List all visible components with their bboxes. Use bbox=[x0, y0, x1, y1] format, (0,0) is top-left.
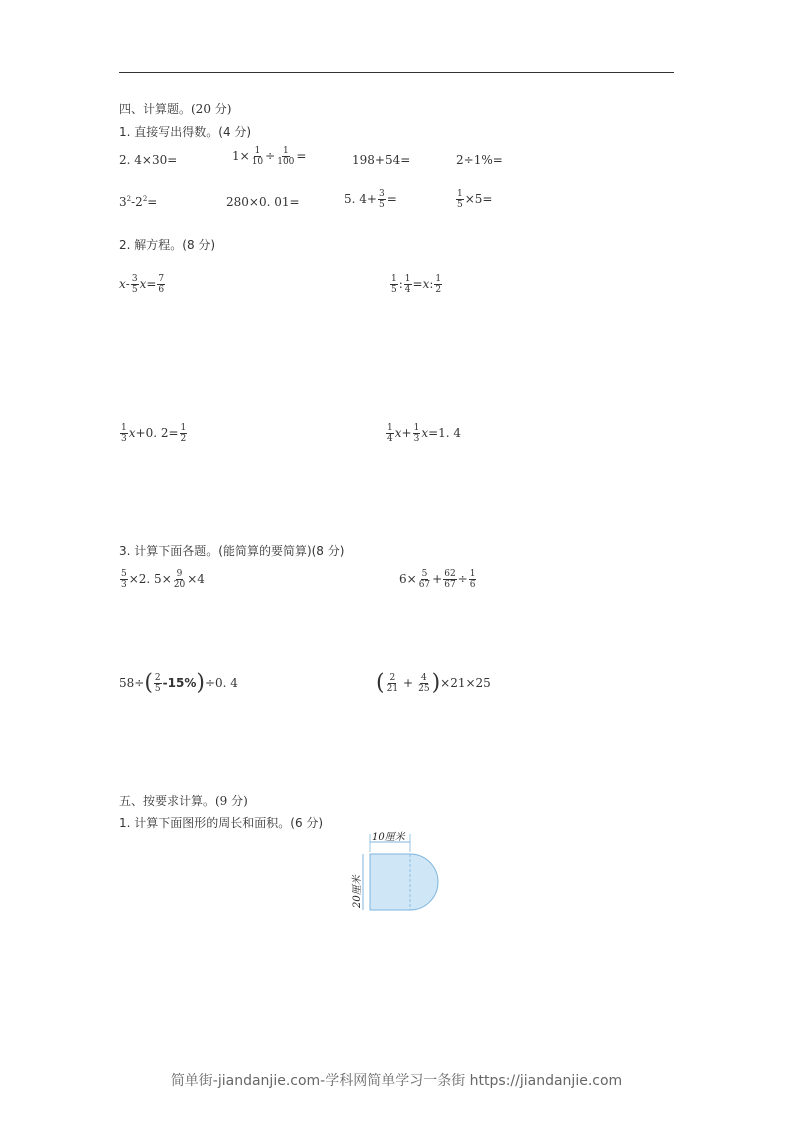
frac-den: 2 bbox=[180, 434, 187, 444]
q1-item-d: 2÷1%= bbox=[456, 153, 503, 167]
q1-item-h bbox=[455, 189, 492, 210]
var-x: x bbox=[139, 277, 147, 291]
var-x: x bbox=[119, 277, 126, 291]
frac-num: 1 bbox=[413, 423, 420, 433]
frac-num: 1 bbox=[254, 146, 261, 156]
q2-title: 2. 解方程。(8 分) bbox=[119, 238, 216, 252]
top-rule bbox=[119, 72, 674, 73]
h-rest: ×5= bbox=[464, 192, 493, 206]
top-label: 10厘米 bbox=[372, 832, 405, 843]
frac-num: 2 bbox=[389, 673, 396, 683]
rest: =1. 4 bbox=[428, 426, 462, 440]
frac-num: 62 bbox=[444, 569, 456, 579]
op: - bbox=[125, 277, 130, 291]
mid: ×2. 5× bbox=[128, 572, 172, 586]
end: ×21×25 bbox=[440, 676, 491, 690]
frac-den: 67 bbox=[418, 580, 431, 590]
section5-title: 五、按要求计算。(9 分) bbox=[119, 794, 248, 808]
q1-item-e bbox=[119, 195, 157, 209]
frac-den: 3 bbox=[413, 434, 420, 444]
q1-item-a: 2. 4×30= bbox=[119, 153, 178, 167]
frac bbox=[157, 274, 165, 295]
op: ÷ bbox=[457, 572, 468, 586]
frac-den: 25 bbox=[418, 684, 430, 694]
var-x: x bbox=[394, 426, 402, 440]
frac-den: 4 bbox=[404, 285, 411, 295]
frac bbox=[434, 274, 442, 295]
frac-num: 2 bbox=[154, 673, 161, 683]
frac bbox=[390, 274, 398, 295]
frac bbox=[180, 423, 188, 444]
frac-num: 1 bbox=[391, 274, 397, 284]
frac-num: 1 bbox=[435, 274, 442, 284]
frac bbox=[386, 673, 399, 694]
frac bbox=[413, 423, 421, 444]
rest: +0. 2= bbox=[135, 426, 179, 440]
frac-num: 3 bbox=[378, 189, 385, 199]
left-paren: ( bbox=[376, 670, 385, 696]
frac-num: 4 bbox=[420, 673, 427, 683]
e-exp1: 2 bbox=[126, 195, 132, 203]
g-eq: = bbox=[386, 192, 397, 206]
frac bbox=[120, 423, 128, 444]
e-eq: = bbox=[147, 195, 158, 209]
start: 58÷ bbox=[119, 676, 145, 690]
frac-den: 3 bbox=[121, 434, 127, 444]
e-exp2: 2 bbox=[142, 195, 148, 203]
frac-num: 5 bbox=[121, 569, 127, 579]
frac-num: 1 bbox=[457, 189, 463, 199]
shape-svg bbox=[350, 830, 450, 915]
frac-den: 5 bbox=[131, 285, 138, 295]
e-base: 3 bbox=[119, 195, 127, 209]
side-label: 20厘米 bbox=[352, 875, 363, 908]
left-paren: ( bbox=[144, 670, 153, 696]
frac bbox=[386, 423, 394, 444]
frac-num: 1 bbox=[282, 146, 289, 156]
var-x: x bbox=[422, 277, 430, 291]
op: + bbox=[403, 676, 414, 690]
q2-eq4 bbox=[385, 423, 461, 444]
frac-den: 67 bbox=[444, 580, 456, 590]
frac bbox=[173, 569, 186, 590]
q1-title: 1. 直接写出得数。(4 分) bbox=[119, 125, 252, 139]
frac bbox=[120, 569, 128, 590]
frac-den: 6 bbox=[469, 580, 476, 590]
q2-eq2 bbox=[389, 274, 443, 295]
frac-den: 5 bbox=[457, 200, 463, 210]
end: ÷0. 4 bbox=[204, 676, 238, 690]
q2-eq3 bbox=[119, 423, 188, 444]
q1-item-g bbox=[344, 189, 397, 210]
frac-den: 20 bbox=[173, 580, 186, 590]
q3-p1 bbox=[119, 569, 205, 590]
frac-den: 5 bbox=[154, 684, 161, 694]
frac-num: 9 bbox=[176, 569, 183, 579]
op: + bbox=[401, 426, 412, 440]
q1-b-eq: = bbox=[296, 149, 307, 163]
q3-title: 3. 计算下面各题。(能简算的要简算)(8 分) bbox=[119, 544, 345, 558]
s5-q1-title: 1. 计算下面图形的周长和面积。(6 分) bbox=[119, 816, 324, 830]
mid: -15% bbox=[162, 676, 197, 690]
frac-den: 5 bbox=[391, 285, 397, 295]
frac bbox=[417, 673, 430, 694]
op: + bbox=[432, 572, 443, 586]
q1-item-f: 280×0. 01= bbox=[226, 195, 300, 209]
q1-b-frac2 bbox=[276, 146, 295, 167]
q2-eq1 bbox=[119, 274, 166, 295]
shape-figure bbox=[350, 830, 450, 918]
frac-num: 1 bbox=[180, 423, 187, 433]
frac bbox=[131, 274, 139, 295]
op: = bbox=[412, 277, 423, 291]
frac bbox=[418, 569, 431, 590]
frac-num: 1 bbox=[469, 569, 476, 579]
frac-den: 10 bbox=[251, 157, 264, 167]
end: ×4 bbox=[187, 572, 205, 586]
q1-b-op: ÷ bbox=[265, 149, 276, 163]
q1-b-frac1 bbox=[251, 146, 264, 167]
right-paren: ) bbox=[431, 670, 441, 696]
q1-item-c: 198+54= bbox=[352, 153, 411, 167]
footer: 简单街-jiandanjie.com-学科网简单学习一条街 https://jiandanjie.com bbox=[170, 1073, 623, 1089]
q3-p2 bbox=[399, 569, 477, 590]
frac bbox=[404, 274, 412, 295]
q3-p3 bbox=[119, 670, 238, 696]
frac bbox=[443, 569, 456, 590]
g-prefix: 5. 4+ bbox=[344, 192, 377, 206]
var-x: x bbox=[128, 426, 136, 440]
right-paren: ) bbox=[196, 670, 205, 696]
op: : bbox=[429, 277, 434, 291]
q3-p4 bbox=[376, 670, 491, 696]
g-frac bbox=[378, 189, 386, 210]
frac-num: 7 bbox=[158, 274, 165, 284]
frac-num: 5 bbox=[421, 569, 428, 579]
frac-num: 3 bbox=[131, 274, 138, 284]
frac-den: 5 bbox=[378, 200, 385, 210]
op: = bbox=[146, 277, 157, 291]
op: : bbox=[398, 277, 403, 291]
frac-num: 1 bbox=[404, 274, 411, 284]
start: 6× bbox=[399, 572, 417, 586]
frac bbox=[154, 673, 162, 694]
frac-den: 3 bbox=[121, 580, 127, 590]
rectangle-with-semicircle bbox=[370, 854, 438, 910]
frac-num: 1 bbox=[121, 423, 127, 433]
section4-title: 四、计算题。(20 分) bbox=[119, 102, 232, 116]
h-frac bbox=[456, 189, 464, 210]
q1-b-prefix: 1× bbox=[232, 149, 250, 163]
q1-item-b bbox=[232, 146, 306, 167]
e-minus: -2 bbox=[131, 195, 143, 209]
var-x: x bbox=[421, 426, 429, 440]
frac-den: 21 bbox=[386, 684, 399, 694]
frac-den: 100 bbox=[277, 157, 295, 167]
frac-num: 1 bbox=[387, 423, 393, 433]
frac-den: 4 bbox=[387, 434, 393, 444]
frac bbox=[469, 569, 477, 590]
frac-den: 6 bbox=[158, 285, 165, 295]
frac-den: 2 bbox=[435, 285, 442, 295]
